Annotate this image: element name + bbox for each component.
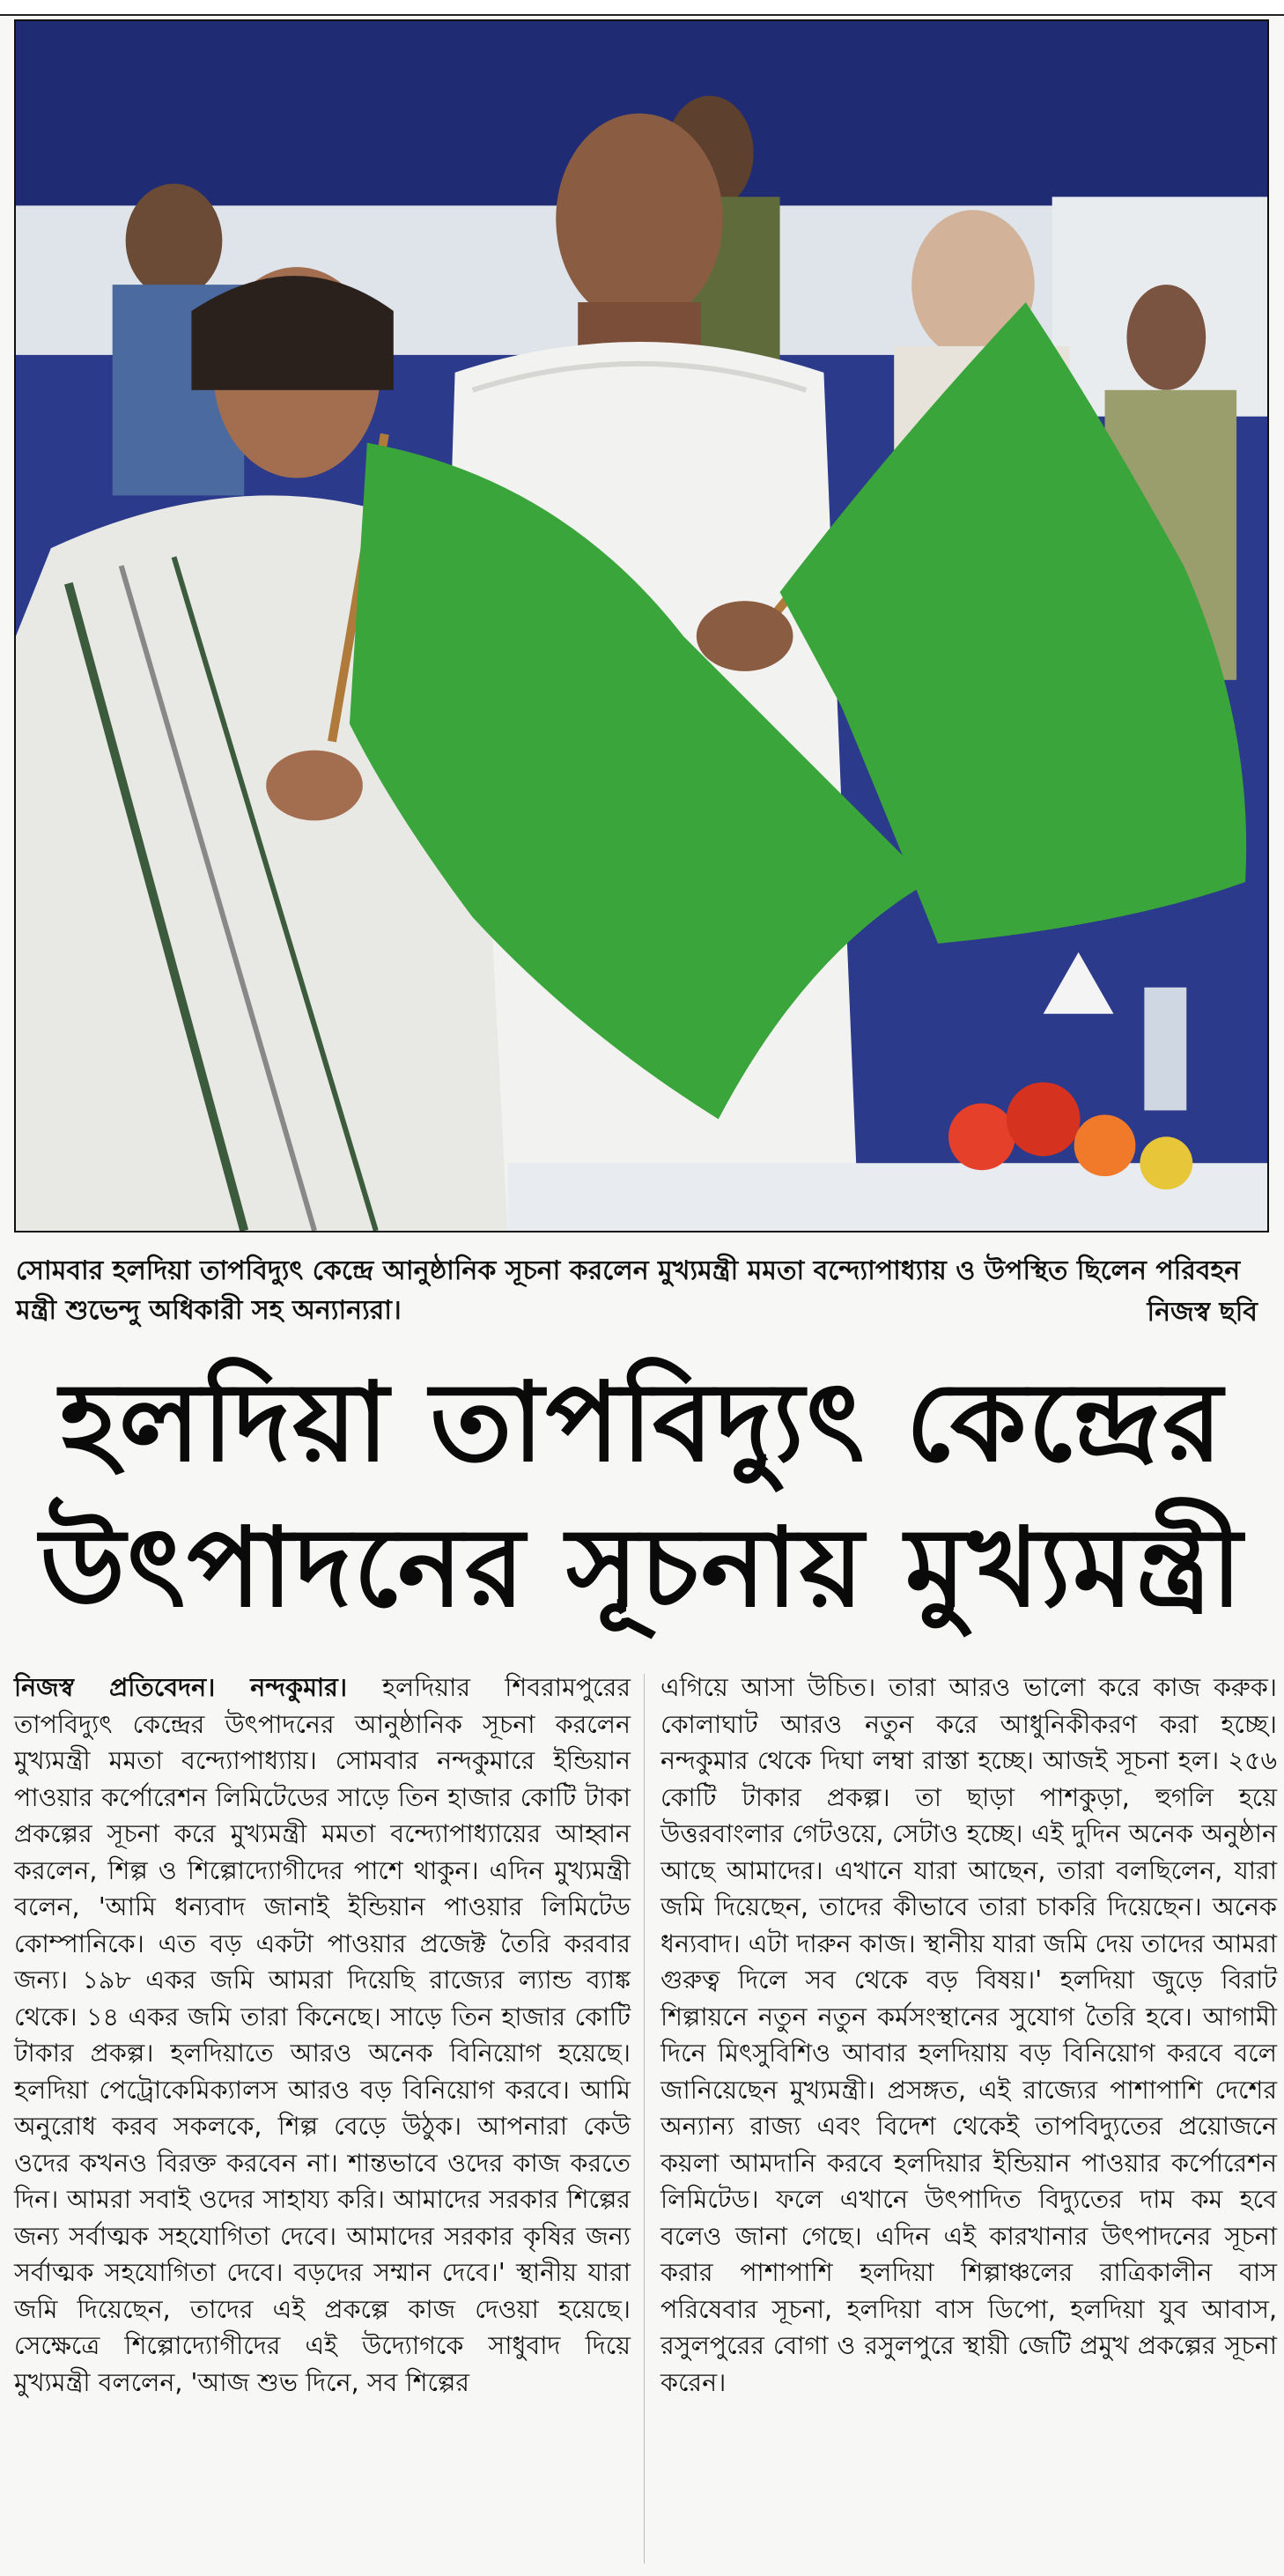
top-border (0, 0, 1284, 16)
headline-line-1: হলদিয়া তাপবিদ্যুৎ কেন্দ্রের (60, 1358, 1224, 1486)
photo-credit: নিজস্ব ছবি (1147, 1297, 1258, 1328)
headline-line-2: উৎপাদনের সূচনায় মুখ্যমন্ত্রী (40, 1504, 1244, 1632)
byline: নিজস্ব প্রতিবেদন। নন্দকুমার। (14, 1673, 383, 1702)
news-photo (14, 19, 1269, 1232)
article-text-right: এগিয়ে আসা উচিত। তারা আরও ভালো করে কাজ করুক। কোলাঘাট আরও নতুন করে আধুনিকীকরণ করা হচ্ছে। নন্দকুমার থেকে দিঘা লম্বা রাস্তা হচ্ছে। আজই সূচনা হল। ২৫৬ কোটি টাকার প্রকল্প। তা ছাড়া পাশকুড়া, হুগলি হয়ে উত্তরবাংলার গেটওয়ে, সেটাও হচ্ছে। এই দুদিন অনেক অনুষ্ঠান আছে আমাদের। এখানে যারা আছেন, তারা বলছিলেন, যারা জমি দিয়েছেন, তাদের কীভাবে তারা চাকরি দিয়েছেন। অনেক ধন্যবাদ। এটা দারুন কাজ। স্থানীয় যারা জমি দেয় তাদের আমরা গুরুত্ব দিলে সব থেকে বড় বিষয়।' হলদিয়া জুড়ে বিরাট শিল্পায়নে নতুন নতুন কর্মসংস্থানের সুযোগ তৈরি হবে। আগামী দিনে মিৎসুবিশিও আবার হলদিয়ায় বড় বিনিয়োগ করবে বলে জানিয়েছেন মুখ্যমন্ত্রী। প্রসঙ্গত, এই রাজ্যের পাশাপাশি দেশের অন্যান্য রাজ্য এবং বিদেশ থেকেই তাপবিদ্যুতের প্রয়োজনে কয়লা আমদানি করবে হলদিয়ার ইন্ডিয়ান পাওয়ার কর্পোরেশন লিমিটেড। ফলে এখানে উৎপাদিত বিদ্যুতের দাম কম হবে বলেও জানা গেছে। এদিন এই কারখানার উৎপাদনের সূচনা করার পাশাপাশি হলদিয়া শিল্পাঞ্চলের রাত্রিকালীন বাস পরিষেবার সূচনা, হলদিয়া বাস ডিপো, হলদিয়া যুব আবাস, রসুলপুরের বোগা ও রসুলপুরে স্থায়ী জেটি প্রমুখ প্রকল্পের সূচনা করেন। (660, 1673, 1277, 2397)
column-divider (644, 1674, 645, 2564)
article-column-left (14, 1669, 631, 2401)
article-text-left: হলদিয়ার শিবরামপুরের তাপবিদ্যুৎ কেন্দ্রের উৎপাদনের আনুষ্ঠানিক সূচনা করলেন মুখ্যমন্ত্রী মমতা বন্দ্যোপাধ্যায়। সোমবার নন্দকুমারে ইন্ডিয়ান পাওয়ার কর্পোরেশন লিমিটেডের সাড়ে তিন হাজার কোটি টাকা প্রকল্পের সূচনা করে মুখ্যমন্ত্রী মমতা বন্দ্যোপাধ্যায়ের আহ্বান করলেন, শিল্প ও শিল্পোদ্যোগীদের পাশে থাকুন। এদিন মুখ্যমন্ত্রী বলেন, 'আমি ধন্যবাদ জানাই ইন্ডিয়ান পাওয়ার লিমিটেড কোম্পানিকে। এত বড় একটা পাওয়ার প্রজেক্ট তৈরি করবার জন্য। ১৯৮ একর জমি আমরা দিয়েছি রাজ্যের ল্যান্ড ব্যাঙ্ক থেকে। ১৪ একর জমি তারা কিনেছে। সাড়ে তিন হাজার কোটি টাকার প্রকল্প। হলদিয়াতে আরও অনেক বিনিয়োগ হয়েছে। হলদিয়া পেট্রোকেমিক্যালস আরও বড় বিনিয়োগ করবে। আমি অনুরোধ করব সকলকে, শিল্প বেড়ে উঠুক। আপনারা কেউ ওদের কখনও বিরক্ত করবেন না। শান্তভাবে ওদের কাজ করতে দিন। আমরা সবাই ওদের সাহায্য করি। আমাদের সরকার শিল্পের জন্য সর্বাত্মক সহযোগিতা দেবে। আমাদের সরকার কৃষির জন্য সর্বাত্মক সহযোগিতা দেবে। বড়দের সম্মান দেবে।' স্থানীয় যারা জমি দিয়েছেন, তাদের এই প্রকল্পে কাজ দেওয়া হয়েছে। সেক্ষেত্রে শিল্পোদ্যোগীদের এই উদ্যোগকে সাধুবাদ দিয়ে মুখ্যমন্ত্রী বললেন, 'আজ শুভ দিনে, সব শিল্পের (14, 1673, 631, 2397)
photo-caption: সোমবার হলদিয়া তাপবিদ্যুৎ কেন্দ্রে আনুষ্ঠানিক সূচনা করলেন মুখ্যমন্ত্রী মমতা বন্দ্যোপাধ্যায় ও উপস্থিত ছিলেন পরিবহন মন্ত্রী শুভেন্দু অধিকারী সহ অন্যান্যরা। (16, 1255, 1241, 1326)
article-column-right (660, 1669, 1277, 2401)
